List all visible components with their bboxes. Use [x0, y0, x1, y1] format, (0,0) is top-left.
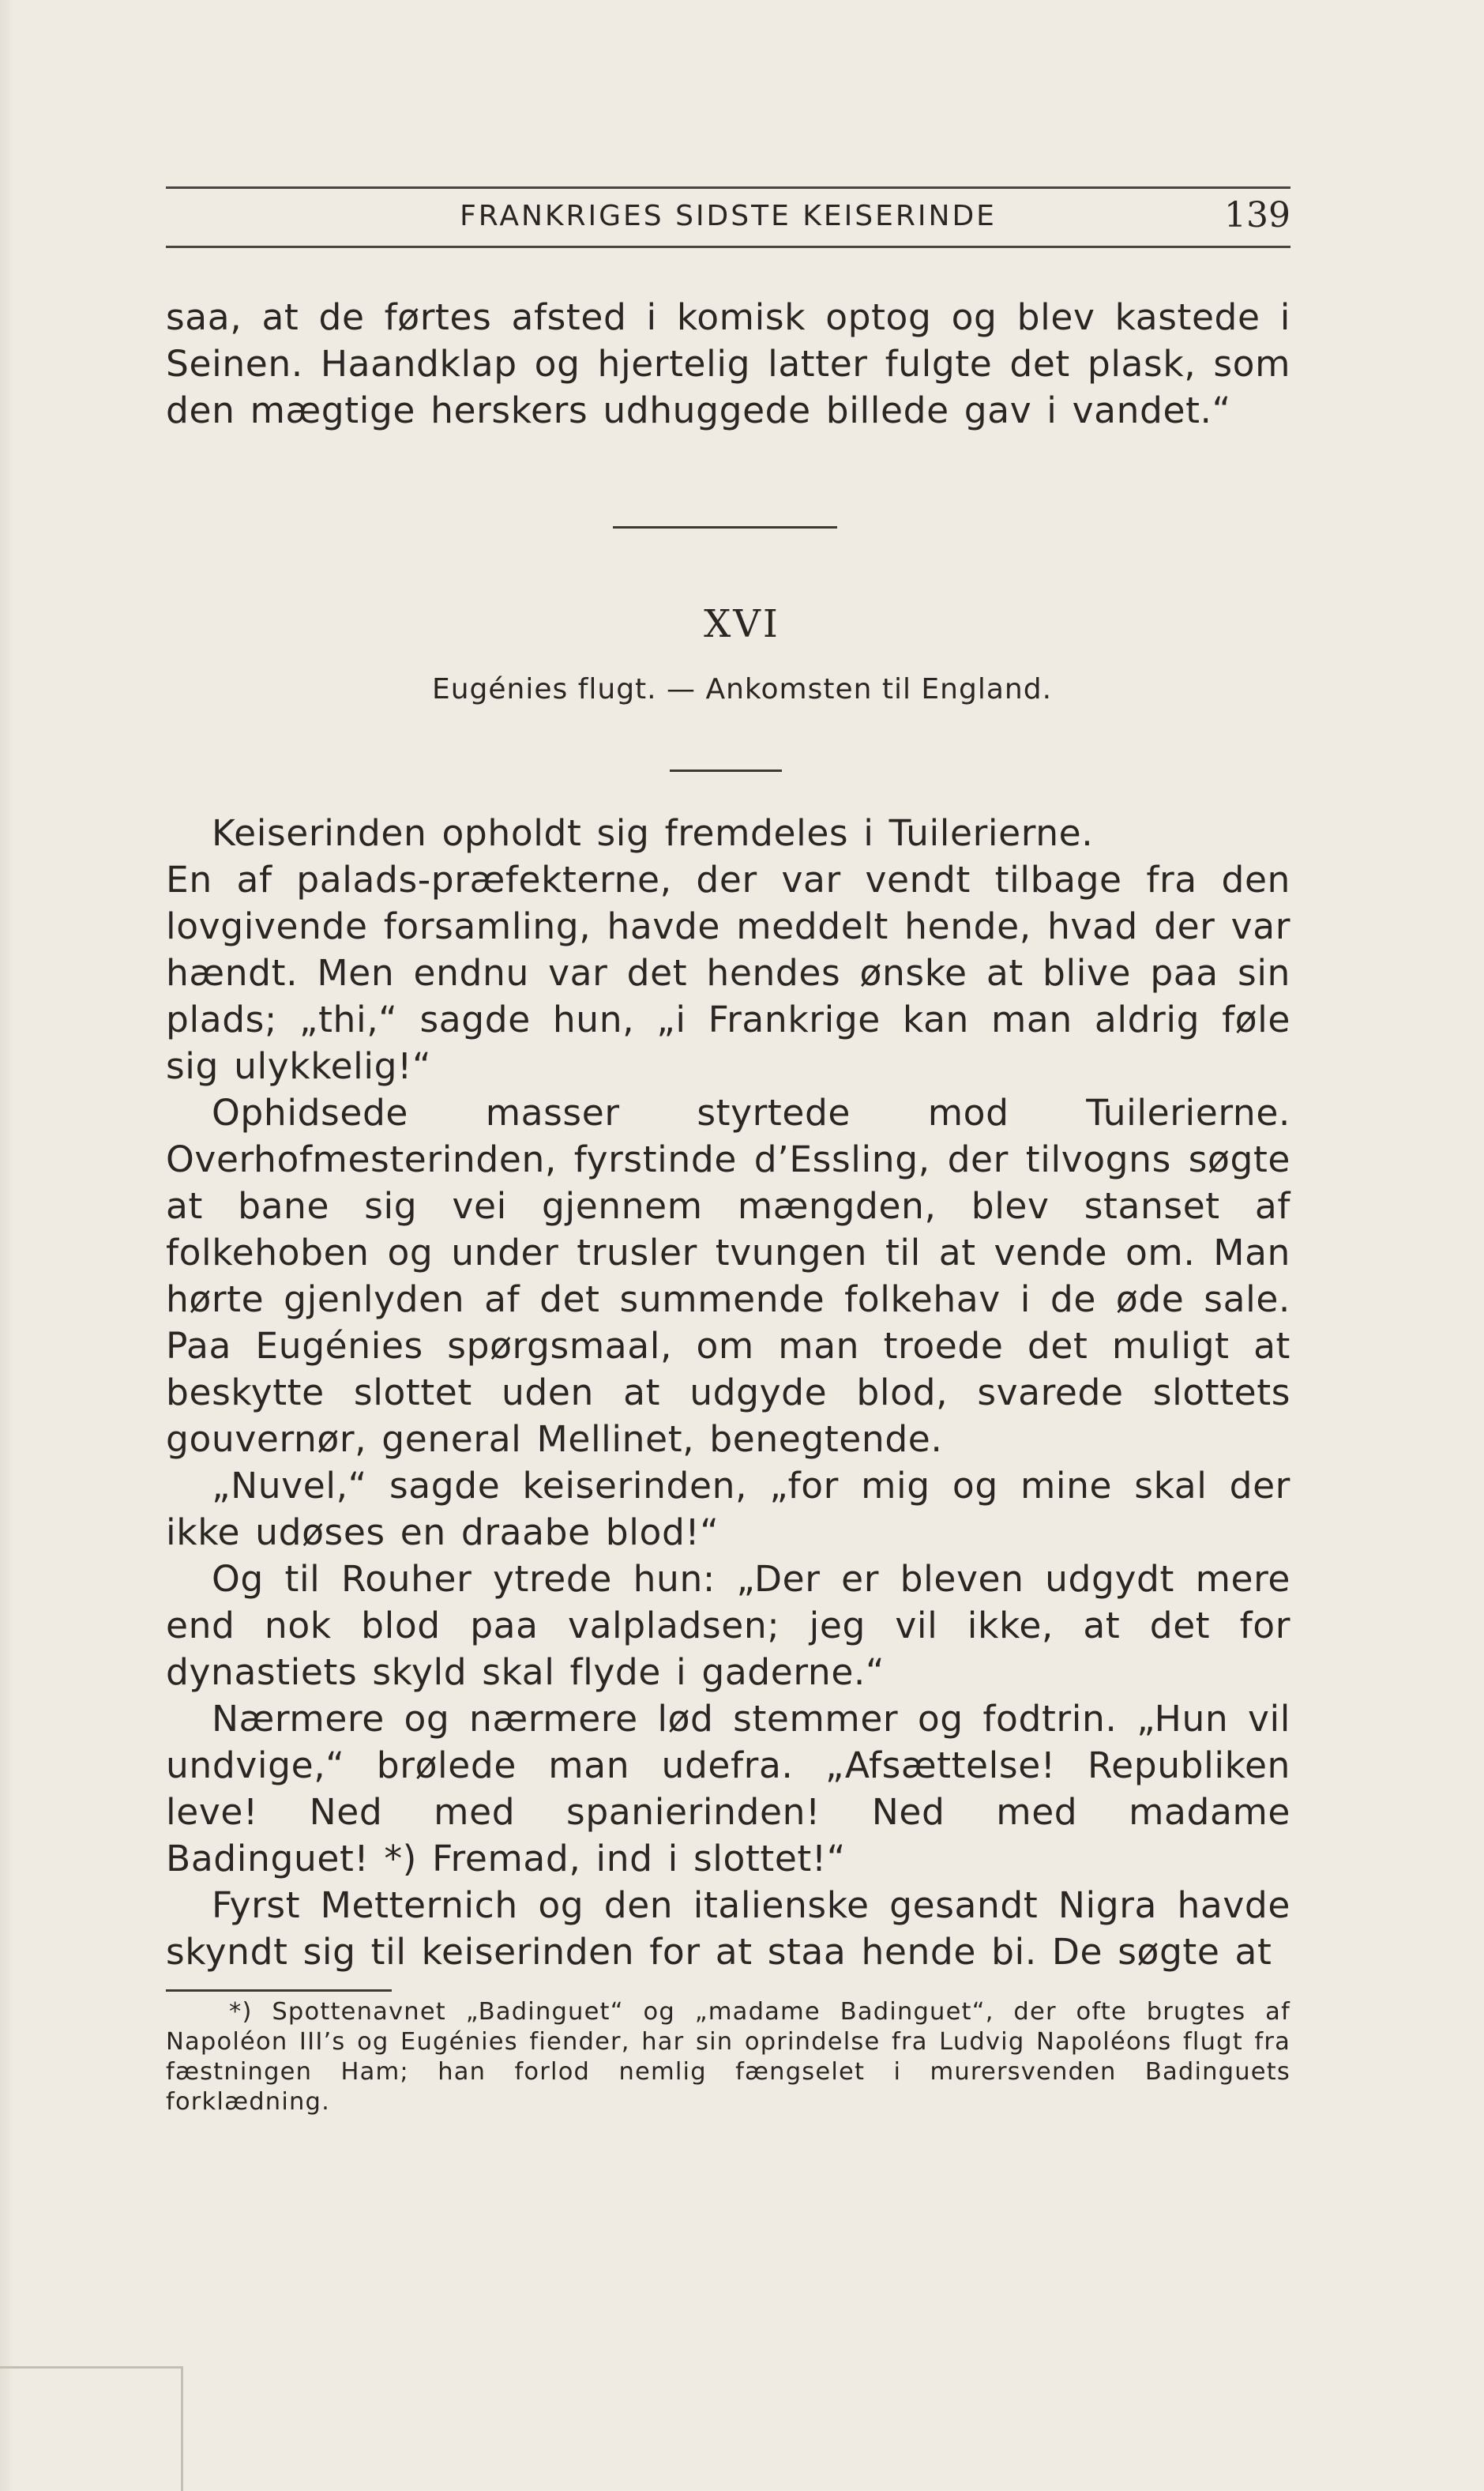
- body-paragraph: Keiserinden opholdt sig fremdeles i Tuilerierne.: [212, 812, 1094, 854]
- intro-text: [166, 294, 1291, 434]
- running-title: FRANKRIGES SIDSTE KEISERINDE: [460, 200, 997, 232]
- intro-paragraph: saa, at de førtes afsted i komisk optog og blev kastede i Seinen. Haandklap og hjertelig latter fulgte det plask, som den mægtige herskers udhuggede billede gav i vandet.“: [166, 296, 1291, 431]
- body-paragraph: Ophidsede masser styrtede mod Tuilerierne. Overhofmesterinden, fyrstinde d’Essling, der tilvogns søgte at bane sig vei gjennem mængden, blev stanset af folkehoben og under trusler tvungen til at vende om. Man hørte gjenlyden af det summende folkehav i de øde sale. Paa Eugénies spørgsmaal, om man troede det muligt at beskytte slottet uden at udgyde blod, svarede slottets gouvernør, general Mellinet, benegtende.: [166, 1092, 1291, 1460]
- footnote-rule: [166, 1989, 392, 1992]
- page-edge: [0, 0, 14, 2491]
- chapter-number: XVI: [704, 602, 780, 646]
- body-paragraph: Fyrst Metternich og den italienske gesandt Nigra havde skyndt sig til keiserinden for at staa hende bi. De søgte at: [166, 1884, 1291, 1973]
- running-header: [166, 186, 1291, 248]
- section-divider-top: [613, 526, 837, 529]
- section-divider-bottom: [670, 770, 782, 772]
- chapter-subtitle: Eugénies flugt. — Ankomsten til England.: [431, 673, 1053, 706]
- chapter-body: [166, 810, 1291, 1975]
- body-paragraph: En af palads-præfekterne, der var vendt tilbage fra den lovgivende forsamling, havde meddelt hende, hvad der var hændt. Men endnu var det hendes ønske at blive paa sin plads; „thi,“ sagde hun, „i Frankrige kan man aldrig føle sig ulykkelig!“: [166, 859, 1291, 1087]
- body-paragraph: Og til Rouher ytrede hun: „Der er bleven udgydt mere end nok blod paa valpladsen; jeg vil ikke, at det for dynastiets skyld skal flyde i gaderne.“: [166, 1558, 1291, 1693]
- page-number: 139: [1224, 195, 1291, 235]
- body-paragraph: „Nuvel,“ sagde keiserinden, „for mig og mine skal der ikke udøses en draabe blod!“: [166, 1465, 1291, 1553]
- body-paragraph: Nærmere og nærmere lød stemmer og fodtrin. „Hun vil undvige,“ brølede man udefra. „Afsættelse! Republiken leve! Ned med spanierinden! Ned med madame Badinguet! *) Fremad, ind i slottet!“: [166, 1698, 1291, 1880]
- scan-corner-mark: [0, 2366, 183, 2491]
- footnote: *) Spottenavnet „Badinguet“ og „madame Badinguet“, der ofte brugtes af Napoléon III’s og Eugénies fiender, har sin oprindelse fra Ludvig Napoléons flugt fra fæstningen Ham; han forlod nemlig fængselet i murersvenden Badinguets forklædning.: [166, 1998, 1291, 2116]
